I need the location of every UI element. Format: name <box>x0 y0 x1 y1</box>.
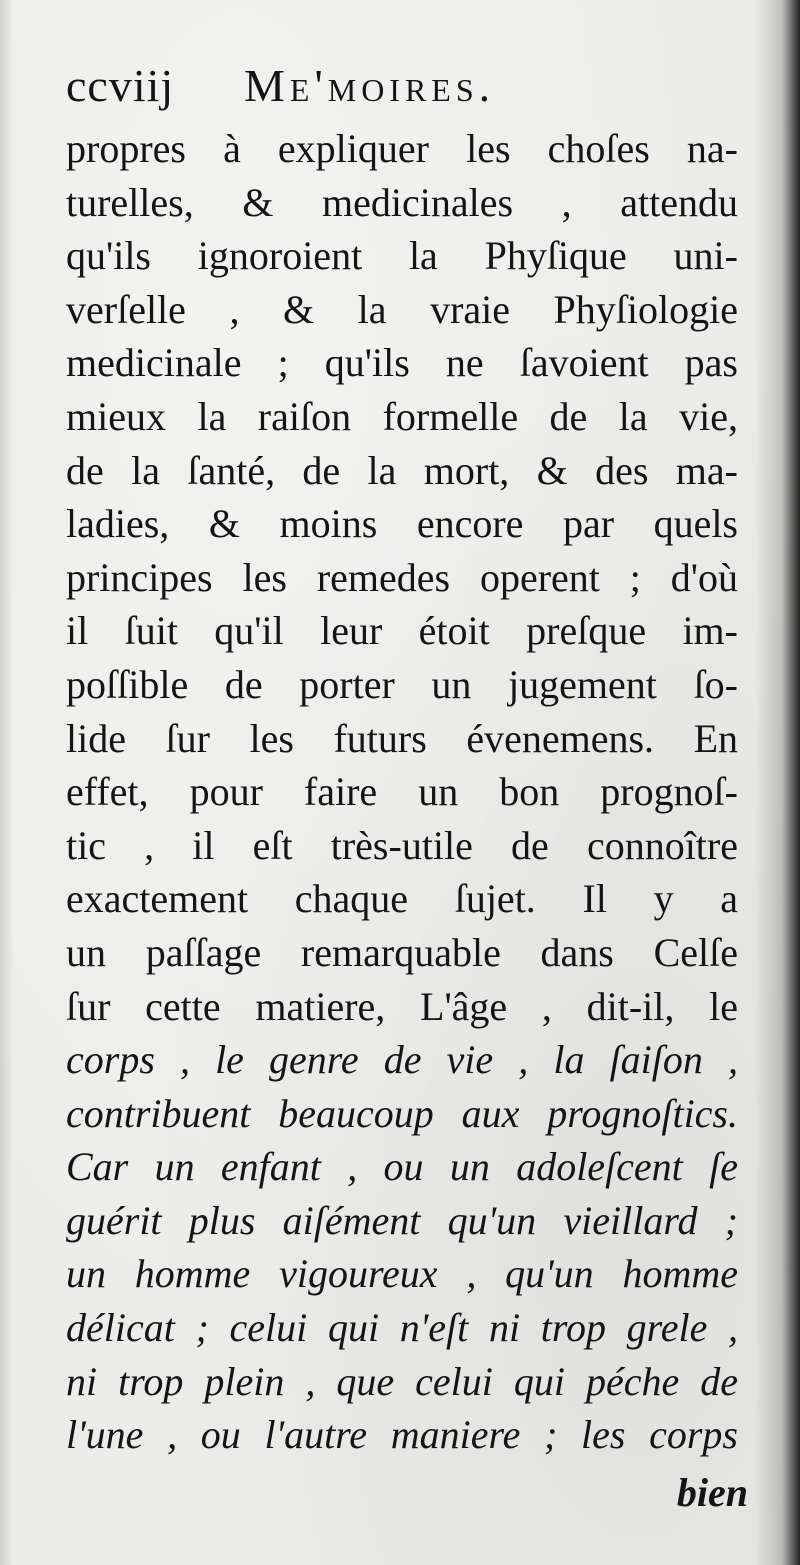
catchword: bien <box>676 1470 748 1515</box>
text-line: contribuent beaucoup aux prognoſtics. <box>66 1090 738 1136</box>
folio-number: ccviij <box>66 60 175 111</box>
text-line: tic , il eſt très-utile de connoître <box>66 822 738 868</box>
text-line: lide ſur les futurs évenemens. En <box>66 715 738 761</box>
text-line: mieux la raiſon formelle de la vie, <box>66 393 738 439</box>
text-line: ni trop plein , que celui qui péche de <box>66 1358 738 1404</box>
text-line: ſur cette matiere, L'âge , dit-il, le <box>66 983 738 1029</box>
page-gutter-shadow <box>754 0 800 1565</box>
text-line: délicat ; celui qui n'eſt ni trop grele , <box>66 1305 738 1351</box>
text-line: guérit plus aiſément qu'un vieillard ; <box>66 1197 738 1243</box>
running-title: Me'moires. <box>244 60 496 111</box>
text-line: ladies, & moins encore par quels <box>66 501 738 547</box>
running-head <box>66 58 706 114</box>
text-line: exactement chaque ſujet. Il y a <box>66 876 738 922</box>
text-line: l'une , ou l'autre maniere ; les corps <box>66 1412 738 1458</box>
text-line: verſelle , & la vraie Phyſiologie <box>66 286 738 332</box>
text-line: turelles, & medicinales , attendu <box>66 179 738 225</box>
text-line: corps , le genre de vie , la ſaiſon , <box>66 1037 738 1083</box>
text-line: un homme vigoureux , qu'un homme <box>66 1251 738 1297</box>
text-line: effet, pour faire un bon prognoſ- <box>66 769 738 815</box>
text-line: qu'ils ignoroient la Phyſique uni- <box>66 233 738 279</box>
body-text <box>66 122 738 1462</box>
text-line: un paſſage remarquable dans Celſe <box>66 929 738 975</box>
text-line: de la ſanté, de la mort, & des ma- <box>66 447 738 493</box>
page-left-edge-shadow <box>0 0 14 1565</box>
text-line: poſſible de porter un jugement ſo- <box>66 661 738 707</box>
text-line: il ſuit qu'il leur étoit preſque im- <box>66 608 738 654</box>
text-line: principes les remedes operent ; d'où <box>66 554 738 600</box>
text-line: Car un enfant , ou un adoleſcent ſe <box>66 1144 738 1190</box>
text-line: medicinale ; qu'ils ne ſavoient pas <box>66 340 738 386</box>
text-line: propres à expliquer les choſes na- <box>66 126 738 171</box>
